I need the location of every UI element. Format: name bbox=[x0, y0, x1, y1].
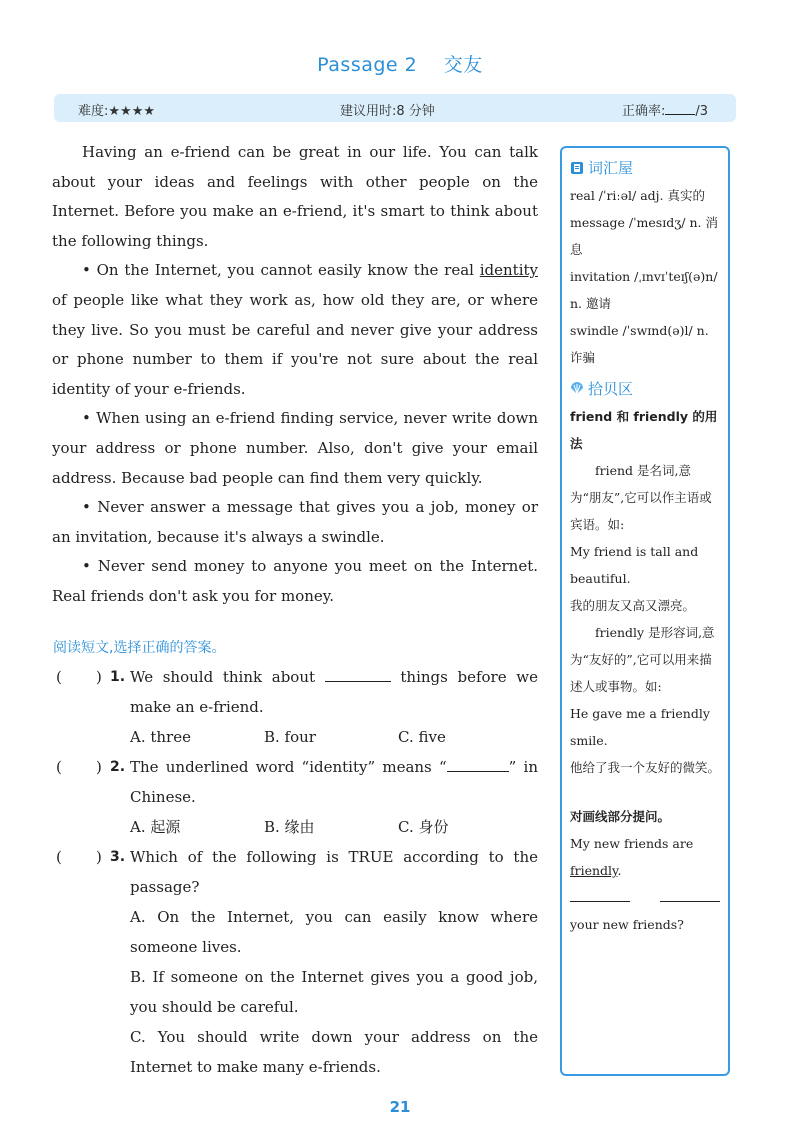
question-1-stem: We should think about bbox=[130, 668, 316, 686]
sidebar-content bbox=[570, 154, 722, 938]
passage-topic: 交友 bbox=[443, 54, 483, 76]
question-text: Which of the following is TRUE according to the passage? bbox=[130, 848, 538, 896]
instructions: 阅读短文,选择正确的答案。 bbox=[53, 640, 226, 656]
accuracy-label: 正确率: bbox=[621, 104, 666, 119]
option-b: B. four bbox=[264, 728, 316, 746]
bullet-1-text: • On the Internet, you cannot easily know the real bbox=[82, 261, 480, 280]
question-2-stem: The underlined word “identity” means “ bbox=[130, 758, 447, 776]
exercise-title: 对画线部分提问。 bbox=[570, 809, 671, 824]
accuracy-blank bbox=[665, 102, 695, 115]
difficulty-rating: 难度:★★★★ bbox=[78, 104, 155, 119]
option-a: A. On the Internet, you can easily know where someone lives. bbox=[130, 908, 538, 956]
exercise-answer-tail: your new friends? bbox=[570, 917, 684, 932]
option-c: C. 身份 bbox=[398, 818, 449, 836]
question-text bbox=[130, 662, 538, 722]
question-2 bbox=[52, 752, 540, 842]
exercise-blanks bbox=[570, 884, 722, 911]
vocab-entry: message /ˈmesɪdʒ/ n. 消息 bbox=[570, 215, 718, 257]
option-a: A. 起源 bbox=[130, 818, 181, 836]
vocab-entry: swindle /ˈswɪnd(ə)l/ n. 诈骗 bbox=[570, 323, 709, 365]
option-b: B. If someone on the Internet gives you a good job, you should be careful. bbox=[130, 968, 538, 1016]
paragraph-intro: Having an e-friend can be great in our life. You can talk about your ideas and feelings with other people on the Internet. Before you make an e-friend, it's smart to think about the following things. bbox=[52, 143, 538, 250]
bullet-1-text-cont: of people like what they work as, how old they are, or where they live. So you must be careful and never give your address or phone number to them if you're not sure about the real identity of your e-friends. bbox=[52, 290, 538, 398]
sidebar-panel bbox=[560, 146, 730, 1076]
usage-friendly: friendly 是形容词,意为“友好的”,它可以用来描述人或事物。如: bbox=[570, 625, 715, 694]
answer-blank bbox=[447, 757, 509, 772]
paragraph-bullet-3: • Never answer a message that gives you a job, money or an invitation, because it's always a swindle. bbox=[52, 498, 538, 546]
example-en: He gave me a friendly smile. bbox=[570, 706, 710, 748]
passage-number: Passage 2 bbox=[317, 54, 418, 76]
paragraph-bullet-1 bbox=[52, 256, 538, 404]
accuracy-total: /3 bbox=[695, 104, 708, 119]
exercise-underlined: friendly bbox=[570, 863, 618, 878]
answer-paren-close: ) bbox=[96, 668, 102, 686]
page-number: 21 bbox=[389, 1098, 411, 1116]
question-2-stem-cont: ” in Chinese. bbox=[130, 758, 538, 806]
option-a: A. three bbox=[130, 728, 191, 746]
book-icon bbox=[570, 161, 584, 175]
paragraph-bullet-4: • Never send money to anyone you meet on the Internet. Real friends don't ask you for money. bbox=[52, 557, 538, 605]
answer-blank bbox=[660, 887, 720, 902]
option-c: C. five bbox=[398, 728, 446, 746]
vocab-entry: invitation /ˌɪnvɪˈteɪʃ(ə)n/ n. 邀请 bbox=[570, 269, 718, 311]
accuracy-field bbox=[622, 100, 708, 119]
shell-title: 拾贝区 bbox=[588, 380, 634, 398]
usage-friend: friend 是名词,意为“朋友”,它可以作主语或宾语。如: bbox=[570, 463, 712, 532]
passage-title bbox=[0, 50, 800, 77]
paragraph-bullet-2: • When using an e-friend finding service, never write down your address or phone number. Also, don't give your email address. Because bad people can find them very quickly. bbox=[52, 409, 538, 487]
question-3 bbox=[52, 842, 540, 1082]
vocab-heading bbox=[570, 154, 722, 182]
vocab-title: 词汇屋 bbox=[588, 159, 634, 177]
exercise-sentence bbox=[570, 830, 722, 884]
vocab-entry: real /ˈriːəl/ adj. 真实的 bbox=[570, 188, 705, 203]
answer-paren-close: ) bbox=[96, 758, 102, 776]
exercise-period: . bbox=[617, 863, 622, 878]
shell-icon bbox=[570, 382, 584, 396]
passage-body bbox=[52, 138, 538, 612]
question-1-stem-cont: things before we make an e-friend. bbox=[130, 668, 538, 716]
option-b: B. 缘由 bbox=[264, 818, 315, 836]
option-c: C. You should write down your address on the Internet to make many e-friends. bbox=[130, 1028, 538, 1076]
shell-heading bbox=[570, 375, 722, 403]
underlined-word-identity: identity bbox=[479, 261, 538, 280]
info-bar bbox=[54, 94, 736, 122]
answer-paren-close: ) bbox=[96, 848, 102, 866]
usage-title: friend 和 friendly 的用法 bbox=[570, 409, 718, 451]
answer-paren-open: ( bbox=[56, 758, 62, 776]
answer-paren-open: ( bbox=[56, 668, 62, 686]
suggested-time: 建议用时:8 分钟 bbox=[340, 104, 435, 119]
example-en: My friend is tall and beautiful. bbox=[570, 544, 699, 586]
example-cn: 他给了我一个友好的微笑。 bbox=[570, 760, 721, 775]
example-cn: 我的朋友又高又漂亮。 bbox=[570, 598, 696, 613]
answer-blank bbox=[570, 887, 630, 902]
exercise-text: My new friends are bbox=[570, 836, 694, 851]
question-number: 2. bbox=[110, 759, 126, 775]
question-number: 3. bbox=[110, 849, 126, 865]
answer-paren-open: ( bbox=[56, 848, 62, 866]
answer-blank bbox=[325, 667, 391, 682]
question-number: 1. bbox=[110, 669, 126, 685]
question-text bbox=[130, 752, 538, 812]
